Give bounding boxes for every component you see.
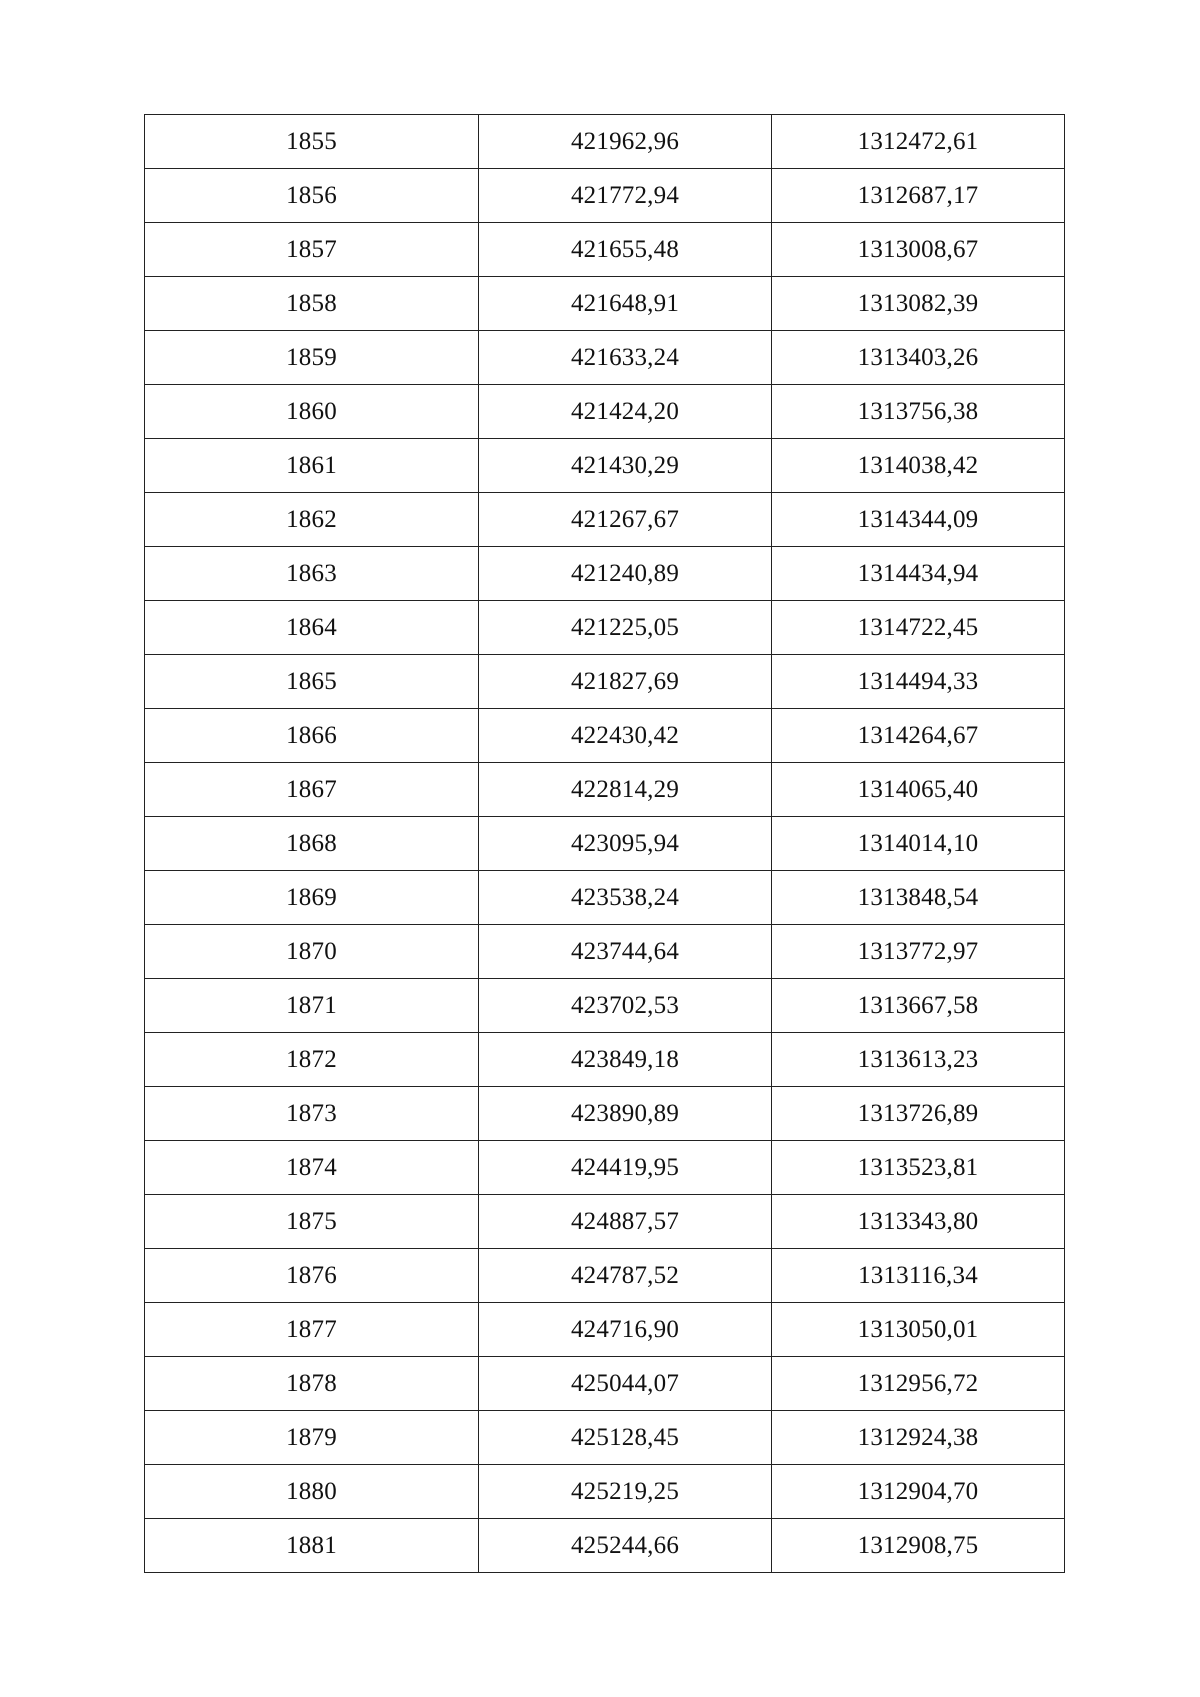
x-coordinate-cell: 423538,24 — [479, 871, 772, 925]
table-row — [145, 115, 1065, 169]
table-row — [145, 655, 1065, 709]
x-coordinate-cell: 421962,96 — [479, 115, 772, 169]
x-coordinate-cell: 422814,29 — [479, 763, 772, 817]
x-coordinate-cell: 425244,66 — [479, 1519, 772, 1573]
point-number-cell: 1876 — [145, 1249, 479, 1303]
x-coordinate-cell: 423095,94 — [479, 817, 772, 871]
x-coordinate-cell: 424887,57 — [479, 1195, 772, 1249]
table-row — [145, 1465, 1065, 1519]
x-coordinate-cell: 421827,69 — [479, 655, 772, 709]
y-coordinate-cell: 1313772,97 — [772, 925, 1065, 979]
point-number-cell: 1867 — [145, 763, 479, 817]
table-row — [145, 709, 1065, 763]
y-coordinate-cell: 1314494,33 — [772, 655, 1065, 709]
table-row — [145, 1249, 1065, 1303]
table-row — [145, 385, 1065, 439]
x-coordinate-cell: 425044,07 — [479, 1357, 772, 1411]
y-coordinate-cell: 1313848,54 — [772, 871, 1065, 925]
point-number-cell: 1881 — [145, 1519, 479, 1573]
table-row — [145, 763, 1065, 817]
y-coordinate-cell: 1314264,67 — [772, 709, 1065, 763]
x-coordinate-cell: 421430,29 — [479, 439, 772, 493]
y-coordinate-cell: 1314344,09 — [772, 493, 1065, 547]
point-number-cell: 1862 — [145, 493, 479, 547]
table-row — [145, 169, 1065, 223]
y-coordinate-cell: 1313008,67 — [772, 223, 1065, 277]
x-coordinate-cell: 423890,89 — [479, 1087, 772, 1141]
y-coordinate-cell: 1312687,17 — [772, 169, 1065, 223]
point-number-cell: 1880 — [145, 1465, 479, 1519]
point-number-cell: 1861 — [145, 439, 479, 493]
point-number-cell: 1873 — [145, 1087, 479, 1141]
point-number-cell: 1856 — [145, 169, 479, 223]
x-coordinate-cell: 423744,64 — [479, 925, 772, 979]
point-number-cell: 1870 — [145, 925, 479, 979]
y-coordinate-cell: 1312924,38 — [772, 1411, 1065, 1465]
point-number-cell: 1875 — [145, 1195, 479, 1249]
table-row — [145, 1303, 1065, 1357]
point-number-cell: 1865 — [145, 655, 479, 709]
y-coordinate-cell: 1312908,75 — [772, 1519, 1065, 1573]
point-number-cell: 1871 — [145, 979, 479, 1033]
x-coordinate-cell: 421655,48 — [479, 223, 772, 277]
x-coordinate-cell: 423702,53 — [479, 979, 772, 1033]
x-coordinate-cell: 424419,95 — [479, 1141, 772, 1195]
point-number-cell: 1874 — [145, 1141, 479, 1195]
point-number-cell: 1872 — [145, 1033, 479, 1087]
table-row — [145, 1357, 1065, 1411]
x-coordinate-cell: 421633,24 — [479, 331, 772, 385]
table-row — [145, 1195, 1065, 1249]
x-coordinate-cell: 421648,91 — [479, 277, 772, 331]
x-coordinate-cell: 425219,25 — [479, 1465, 772, 1519]
coordinates-table — [144, 114, 1065, 1573]
x-coordinate-cell: 421424,20 — [479, 385, 772, 439]
x-coordinate-cell: 421772,94 — [479, 169, 772, 223]
y-coordinate-cell: 1312904,70 — [772, 1465, 1065, 1519]
y-coordinate-cell: 1313116,34 — [772, 1249, 1065, 1303]
table-row — [145, 925, 1065, 979]
y-coordinate-cell: 1313613,23 — [772, 1033, 1065, 1087]
y-coordinate-cell: 1313726,89 — [772, 1087, 1065, 1141]
point-number-cell: 1868 — [145, 817, 479, 871]
table-row — [145, 547, 1065, 601]
point-number-cell: 1858 — [145, 277, 479, 331]
table-row — [145, 277, 1065, 331]
x-coordinate-cell: 425128,45 — [479, 1411, 772, 1465]
table-row — [145, 493, 1065, 547]
x-coordinate-cell: 421225,05 — [479, 601, 772, 655]
y-coordinate-cell: 1313403,26 — [772, 331, 1065, 385]
table-row — [145, 979, 1065, 1033]
table-row — [145, 1519, 1065, 1573]
x-coordinate-cell: 421267,67 — [479, 493, 772, 547]
y-coordinate-cell: 1313523,81 — [772, 1141, 1065, 1195]
y-coordinate-cell: 1314065,40 — [772, 763, 1065, 817]
x-coordinate-cell: 421240,89 — [479, 547, 772, 601]
point-number-cell: 1863 — [145, 547, 479, 601]
point-number-cell: 1877 — [145, 1303, 479, 1357]
y-coordinate-cell: 1313667,58 — [772, 979, 1065, 1033]
table-row — [145, 439, 1065, 493]
y-coordinate-cell: 1314038,42 — [772, 439, 1065, 493]
point-number-cell: 1866 — [145, 709, 479, 763]
y-coordinate-cell: 1313082,39 — [772, 277, 1065, 331]
x-coordinate-cell: 424787,52 — [479, 1249, 772, 1303]
coordinates-table-body — [145, 115, 1065, 1573]
x-coordinate-cell: 422430,42 — [479, 709, 772, 763]
point-number-cell: 1859 — [145, 331, 479, 385]
y-coordinate-cell: 1312472,61 — [772, 115, 1065, 169]
table-row — [145, 601, 1065, 655]
point-number-cell: 1869 — [145, 871, 479, 925]
y-coordinate-cell: 1314434,94 — [772, 547, 1065, 601]
y-coordinate-cell: 1313343,80 — [772, 1195, 1065, 1249]
table-row — [145, 331, 1065, 385]
x-coordinate-cell: 423849,18 — [479, 1033, 772, 1087]
table-row — [145, 1411, 1065, 1465]
table-row — [145, 1141, 1065, 1195]
point-number-cell: 1860 — [145, 385, 479, 439]
point-number-cell: 1864 — [145, 601, 479, 655]
point-number-cell: 1878 — [145, 1357, 479, 1411]
point-number-cell: 1879 — [145, 1411, 479, 1465]
table-row — [145, 871, 1065, 925]
x-coordinate-cell: 424716,90 — [479, 1303, 772, 1357]
y-coordinate-cell: 1312956,72 — [772, 1357, 1065, 1411]
table-row — [145, 223, 1065, 277]
y-coordinate-cell: 1313050,01 — [772, 1303, 1065, 1357]
y-coordinate-cell: 1313756,38 — [772, 385, 1065, 439]
table-row — [145, 1087, 1065, 1141]
y-coordinate-cell: 1314014,10 — [772, 817, 1065, 871]
point-number-cell: 1857 — [145, 223, 479, 277]
table-row — [145, 1033, 1065, 1087]
table-row — [145, 817, 1065, 871]
y-coordinate-cell: 1314722,45 — [772, 601, 1065, 655]
point-number-cell: 1855 — [145, 115, 479, 169]
